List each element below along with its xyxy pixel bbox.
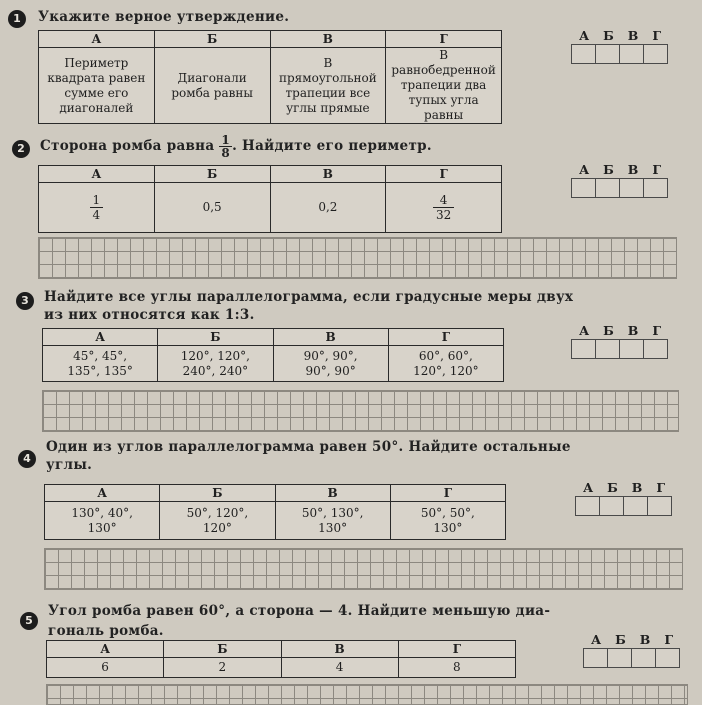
- task-4-work-grid[interactable]: [44, 548, 683, 590]
- answer-box-b[interactable]: [595, 339, 620, 359]
- task-3-options-table: [42, 328, 504, 382]
- task-5-work-grid[interactable]: [46, 684, 688, 705]
- option-line: 50°, 130°,: [301, 505, 364, 520]
- answer-label-c: В: [631, 480, 643, 495]
- option-d-denominator: 32: [435, 207, 452, 222]
- task-2-question-text-end: . Найдите его периметр.: [232, 138, 432, 154]
- task-2-header-a: А: [39, 166, 155, 183]
- answer-label-a: А: [582, 480, 594, 495]
- answer-labels: [572, 162, 668, 178]
- answer-box-b[interactable]: [595, 178, 620, 198]
- answer-labels: [584, 632, 680, 648]
- answer-label-a: А: [578, 162, 590, 177]
- task-5-header-a: А: [47, 641, 164, 658]
- task-1-answer-grid: [572, 28, 668, 64]
- task-1-option-a[interactable]: Периметр квадрата равен сумме его диагоналей: [39, 48, 155, 124]
- answer-box-b[interactable]: [599, 496, 624, 516]
- answer-label-d: Г: [652, 28, 661, 43]
- task-5-answer-grid: [584, 632, 680, 668]
- answer-box-a[interactable]: [583, 648, 608, 668]
- option-line: 120°: [202, 520, 232, 535]
- task-1-option-d[interactable]: В равнобедренной трапеции два тупых угла равны: [386, 48, 502, 124]
- answer-label-c: В: [627, 28, 639, 43]
- option-d-numerator: 4: [433, 193, 454, 208]
- task-2-option-a[interactable]: [39, 183, 155, 233]
- task-1-option-c[interactable]: В прямоугольной трапеции все углы прямые: [270, 48, 386, 124]
- task-4-question-line2: углы.: [46, 457, 93, 473]
- task-5-options-table: [46, 640, 516, 678]
- task-3-option-b[interactable]: [158, 346, 273, 382]
- task-2-header-c: В: [270, 166, 386, 183]
- answer-box-a[interactable]: [575, 496, 600, 516]
- task-4-option-c[interactable]: [275, 502, 390, 540]
- answer-labels: [576, 480, 672, 496]
- answer-box-c[interactable]: [619, 339, 644, 359]
- task-2-options-table: [38, 165, 502, 233]
- answer-box-c[interactable]: [619, 178, 644, 198]
- option-a-denominator: 4: [92, 207, 101, 222]
- task-3-option-a[interactable]: [43, 346, 158, 382]
- task-3-option-c[interactable]: [273, 346, 388, 382]
- task-3-header-d: Г: [388, 329, 503, 346]
- task-1-header-c: В: [270, 31, 386, 48]
- option-line: 45°, 45°,: [73, 348, 128, 363]
- answer-label-d: Г: [652, 162, 661, 177]
- answer-label-b: Б: [603, 28, 614, 43]
- task-4-question-line1: Один из углов параллелограмма равен 50°. Найдите остальные: [46, 439, 571, 455]
- answer-box-a[interactable]: [571, 339, 596, 359]
- task-2-option-b[interactable]: 0,5: [154, 183, 270, 233]
- task-4-option-b[interactable]: [160, 502, 275, 540]
- task-2-header-d: Г: [386, 166, 502, 183]
- option-line: 130°: [87, 520, 117, 535]
- answer-box-a[interactable]: [571, 178, 596, 198]
- answer-box-b[interactable]: [607, 648, 632, 668]
- answer-label-b: Б: [607, 480, 618, 495]
- task-2-option-c[interactable]: 0,2: [270, 183, 386, 233]
- answer-label-b: Б: [615, 632, 626, 647]
- task-5-question-line2: гональ ромба.: [48, 623, 164, 639]
- task-3-work-grid[interactable]: [42, 390, 679, 432]
- option-line: 50°, 120°,: [186, 505, 249, 520]
- option-line: 60°, 60°,: [418, 348, 473, 363]
- option-line: 130°, 40°,: [71, 505, 133, 520]
- task-2-work-grid[interactable]: [38, 237, 677, 279]
- task-2-answer-grid: [572, 162, 668, 198]
- answer-box-b[interactable]: [595, 44, 620, 64]
- task-2-question-text: Сторона ромба равна: [40, 138, 215, 154]
- task-4-answer-grid: [576, 480, 672, 516]
- answer-label-b: Б: [603, 323, 614, 338]
- option-line: 130°: [433, 520, 463, 535]
- task-4-option-a[interactable]: [45, 502, 160, 540]
- task-1-header-d: Г: [386, 31, 502, 48]
- task-3-header-c: В: [273, 329, 388, 346]
- task-5-header-d: Г: [398, 641, 515, 658]
- fraction-denominator: 8: [221, 146, 231, 160]
- task-2-question: [40, 134, 432, 159]
- task-4-header-d: Г: [390, 485, 505, 502]
- answer-label-d: Г: [656, 480, 665, 495]
- task-3-option-d[interactable]: [388, 346, 503, 382]
- option-line: 135°, 135°: [67, 363, 133, 378]
- task-number-2: 2: [12, 140, 30, 158]
- answer-box-d[interactable]: [643, 339, 668, 359]
- option-line: 120°, 120°: [413, 363, 479, 378]
- task-number-1: 1: [8, 10, 26, 28]
- task-3-question-line2: из них относятся как 1:3.: [44, 307, 255, 323]
- answer-box-d[interactable]: [655, 648, 680, 668]
- task-5-option-c[interactable]: 4: [281, 658, 398, 678]
- answer-box-c[interactable]: [631, 648, 656, 668]
- answer-box-a[interactable]: [571, 44, 596, 64]
- answer-box-c[interactable]: [623, 496, 648, 516]
- task-3-header-b: Б: [158, 329, 273, 346]
- task-1-header-b: Б: [154, 31, 270, 48]
- task-number-3: 3: [16, 292, 34, 310]
- task-1-options-table: [38, 30, 502, 124]
- task-4-header-a: А: [45, 485, 160, 502]
- option-a-numerator: 1: [90, 193, 104, 208]
- answer-label-d: Г: [652, 323, 661, 338]
- answer-label-c: В: [639, 632, 651, 647]
- task-5-header-c: В: [281, 641, 398, 658]
- fraction-numerator: 1: [221, 133, 231, 147]
- task-3-question-line1: Найдите все углы параллелограмма, если градусные меры двух: [44, 289, 574, 305]
- option-line: 120°, 120°,: [180, 348, 250, 363]
- option-line: 50°, 50°,: [420, 505, 475, 520]
- task-5-option-b[interactable]: 2: [164, 658, 281, 678]
- task-5-option-d[interactable]: 8: [398, 658, 515, 678]
- answer-label-a: А: [578, 323, 590, 338]
- task-number-4: 4: [18, 450, 36, 468]
- option-line: 90°, 90°: [305, 363, 356, 378]
- option-line: 90°, 90°,: [303, 348, 358, 363]
- task-5-question-line1: Угол ромба равен 60°, а сторона — 4. Найдите меньшую диа-: [48, 603, 551, 619]
- option-line: 240°, 240°: [182, 363, 249, 378]
- task-3-answer-grid: [572, 323, 668, 359]
- task-3-header-a: А: [43, 329, 158, 346]
- task-1-question: Укажите верное утверждение.: [38, 9, 290, 25]
- answer-labels: [572, 28, 668, 44]
- answer-box-c[interactable]: [619, 44, 644, 64]
- answer-label-a: А: [590, 632, 602, 647]
- answer-label-c: В: [627, 162, 639, 177]
- task-number-5: 5: [20, 612, 38, 630]
- task-2-header-b: Б: [154, 166, 270, 183]
- answer-label-c: В: [627, 323, 639, 338]
- task-2-option-d[interactable]: [386, 183, 502, 233]
- task-4-option-d[interactable]: [390, 502, 505, 540]
- answer-label-a: А: [578, 28, 590, 43]
- task-4-options-table: [44, 484, 506, 540]
- task-1-option-b[interactable]: Диагонали ромба равны: [154, 48, 270, 124]
- option-line: 130°: [318, 520, 348, 535]
- task-2-question-fraction: [219, 134, 232, 159]
- task-5-option-a[interactable]: 6: [47, 658, 164, 678]
- task-4-header-b: Б: [160, 485, 275, 502]
- answer-labels: [572, 323, 668, 339]
- answer-label-b: Б: [603, 162, 614, 177]
- answer-box-d[interactable]: [647, 496, 672, 516]
- task-1-header-a: А: [39, 31, 155, 48]
- answer-box-d[interactable]: [643, 178, 668, 198]
- answer-label-d: Г: [664, 632, 673, 647]
- answer-box-d[interactable]: [643, 44, 668, 64]
- task-5-header-b: Б: [164, 641, 281, 658]
- task-4-header-c: В: [275, 485, 390, 502]
